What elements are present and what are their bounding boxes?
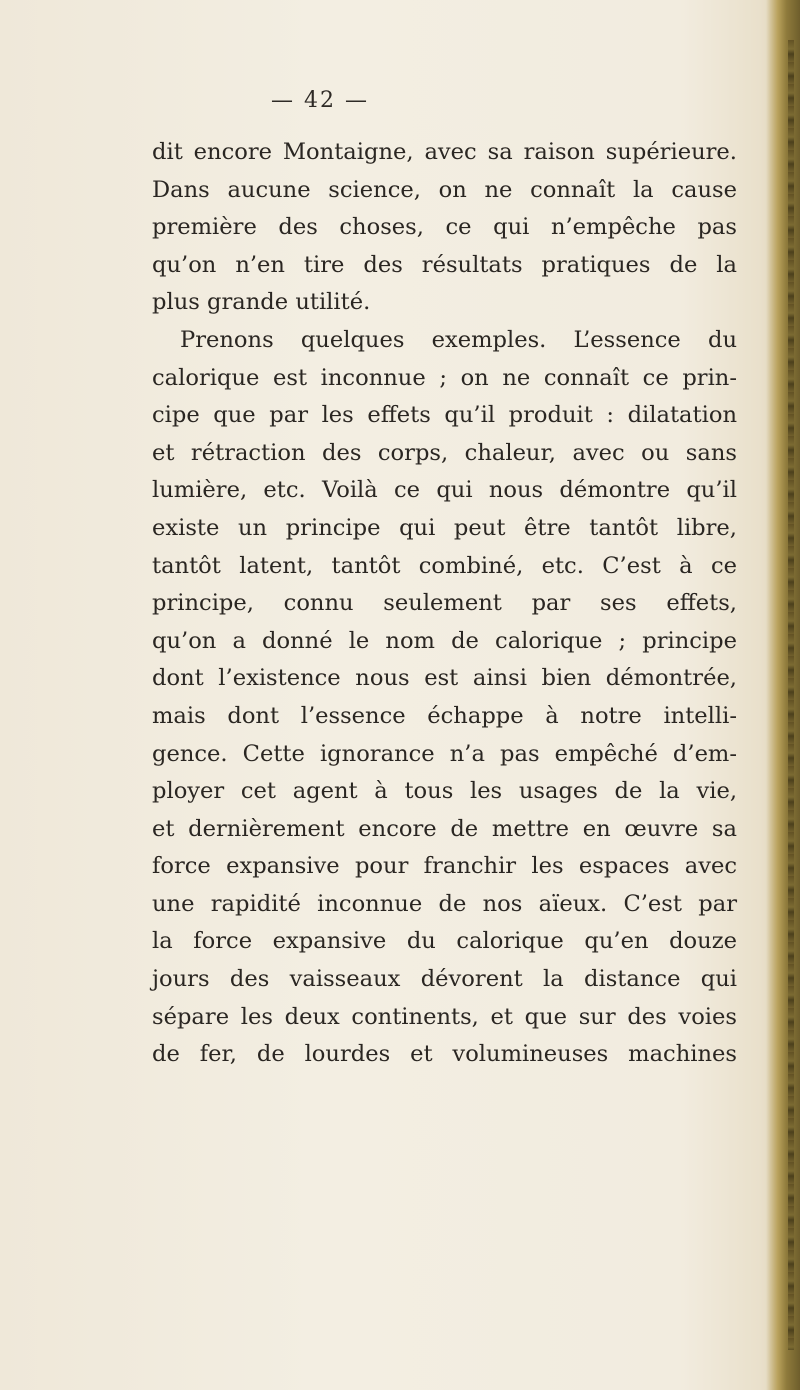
text-line: jours des vaisseaux dévorent la distance qui bbox=[152, 966, 737, 993]
body-text bbox=[152, 134, 737, 1074]
text-line: première des choses, ce qui n’empêche pas bbox=[152, 214, 737, 241]
text-line: cipe que par les effets qu’il produit : dilatation bbox=[152, 402, 737, 429]
text-line: principe, connu seulement par ses effets, bbox=[152, 590, 737, 617]
text-line: qu’on a donné le nom de calorique ; principe bbox=[152, 627, 737, 654]
text-line: de fer, de lourdes et volumineuses machines bbox=[152, 1041, 737, 1068]
page-number: — 42 — bbox=[271, 88, 369, 113]
text-line: lumière, etc. Voilà ce qui nous démontre qu’il bbox=[152, 477, 737, 504]
text-line: et rétraction des corps, chaleur, avec ou sans bbox=[152, 439, 737, 466]
text-line: une rapidité inconnue de nos aïeux. C’est par bbox=[152, 890, 737, 917]
page-binding-edge bbox=[766, 0, 800, 1390]
text-line: Dans aucune science, on ne connaît la cause bbox=[152, 176, 737, 203]
text-line: ployer cet agent à tous les usages de la vie, bbox=[152, 778, 737, 805]
text-line: force expansive pour franchir les espaces avec bbox=[152, 853, 737, 880]
text-line: qu’on n’en tire des résultats pratiques de la bbox=[152, 251, 737, 278]
text-line: dit encore Montaigne, avec sa raison supérieure. bbox=[152, 139, 737, 165]
text-line: sépare les deux continents, et que sur des voies bbox=[152, 1003, 737, 1030]
text-line: Prenons quelques exemples. L’essence du bbox=[180, 326, 737, 353]
text-line: gence. Cette ignorance n’a pas empêché d’em- bbox=[152, 740, 737, 767]
text-line: la force expansive du calorique qu’en douze bbox=[152, 928, 737, 955]
text-line: plus grande utilité. bbox=[152, 289, 371, 316]
text-line: et dernièrement encore de mettre en œuvre sa bbox=[152, 815, 737, 842]
text-line: mais dont l’essence échappe à notre intelli- bbox=[152, 702, 737, 729]
text-line: dont l’existence nous est ainsi bien démontrée, bbox=[152, 665, 737, 692]
text-line: existe un principe qui peut être tantôt libre, bbox=[152, 514, 737, 541]
text-line: calorique est inconnue ; on ne connaît ce prin- bbox=[152, 364, 737, 391]
text-line: tantôt latent, tantôt combiné, etc. C’est à ce bbox=[152, 552, 737, 579]
